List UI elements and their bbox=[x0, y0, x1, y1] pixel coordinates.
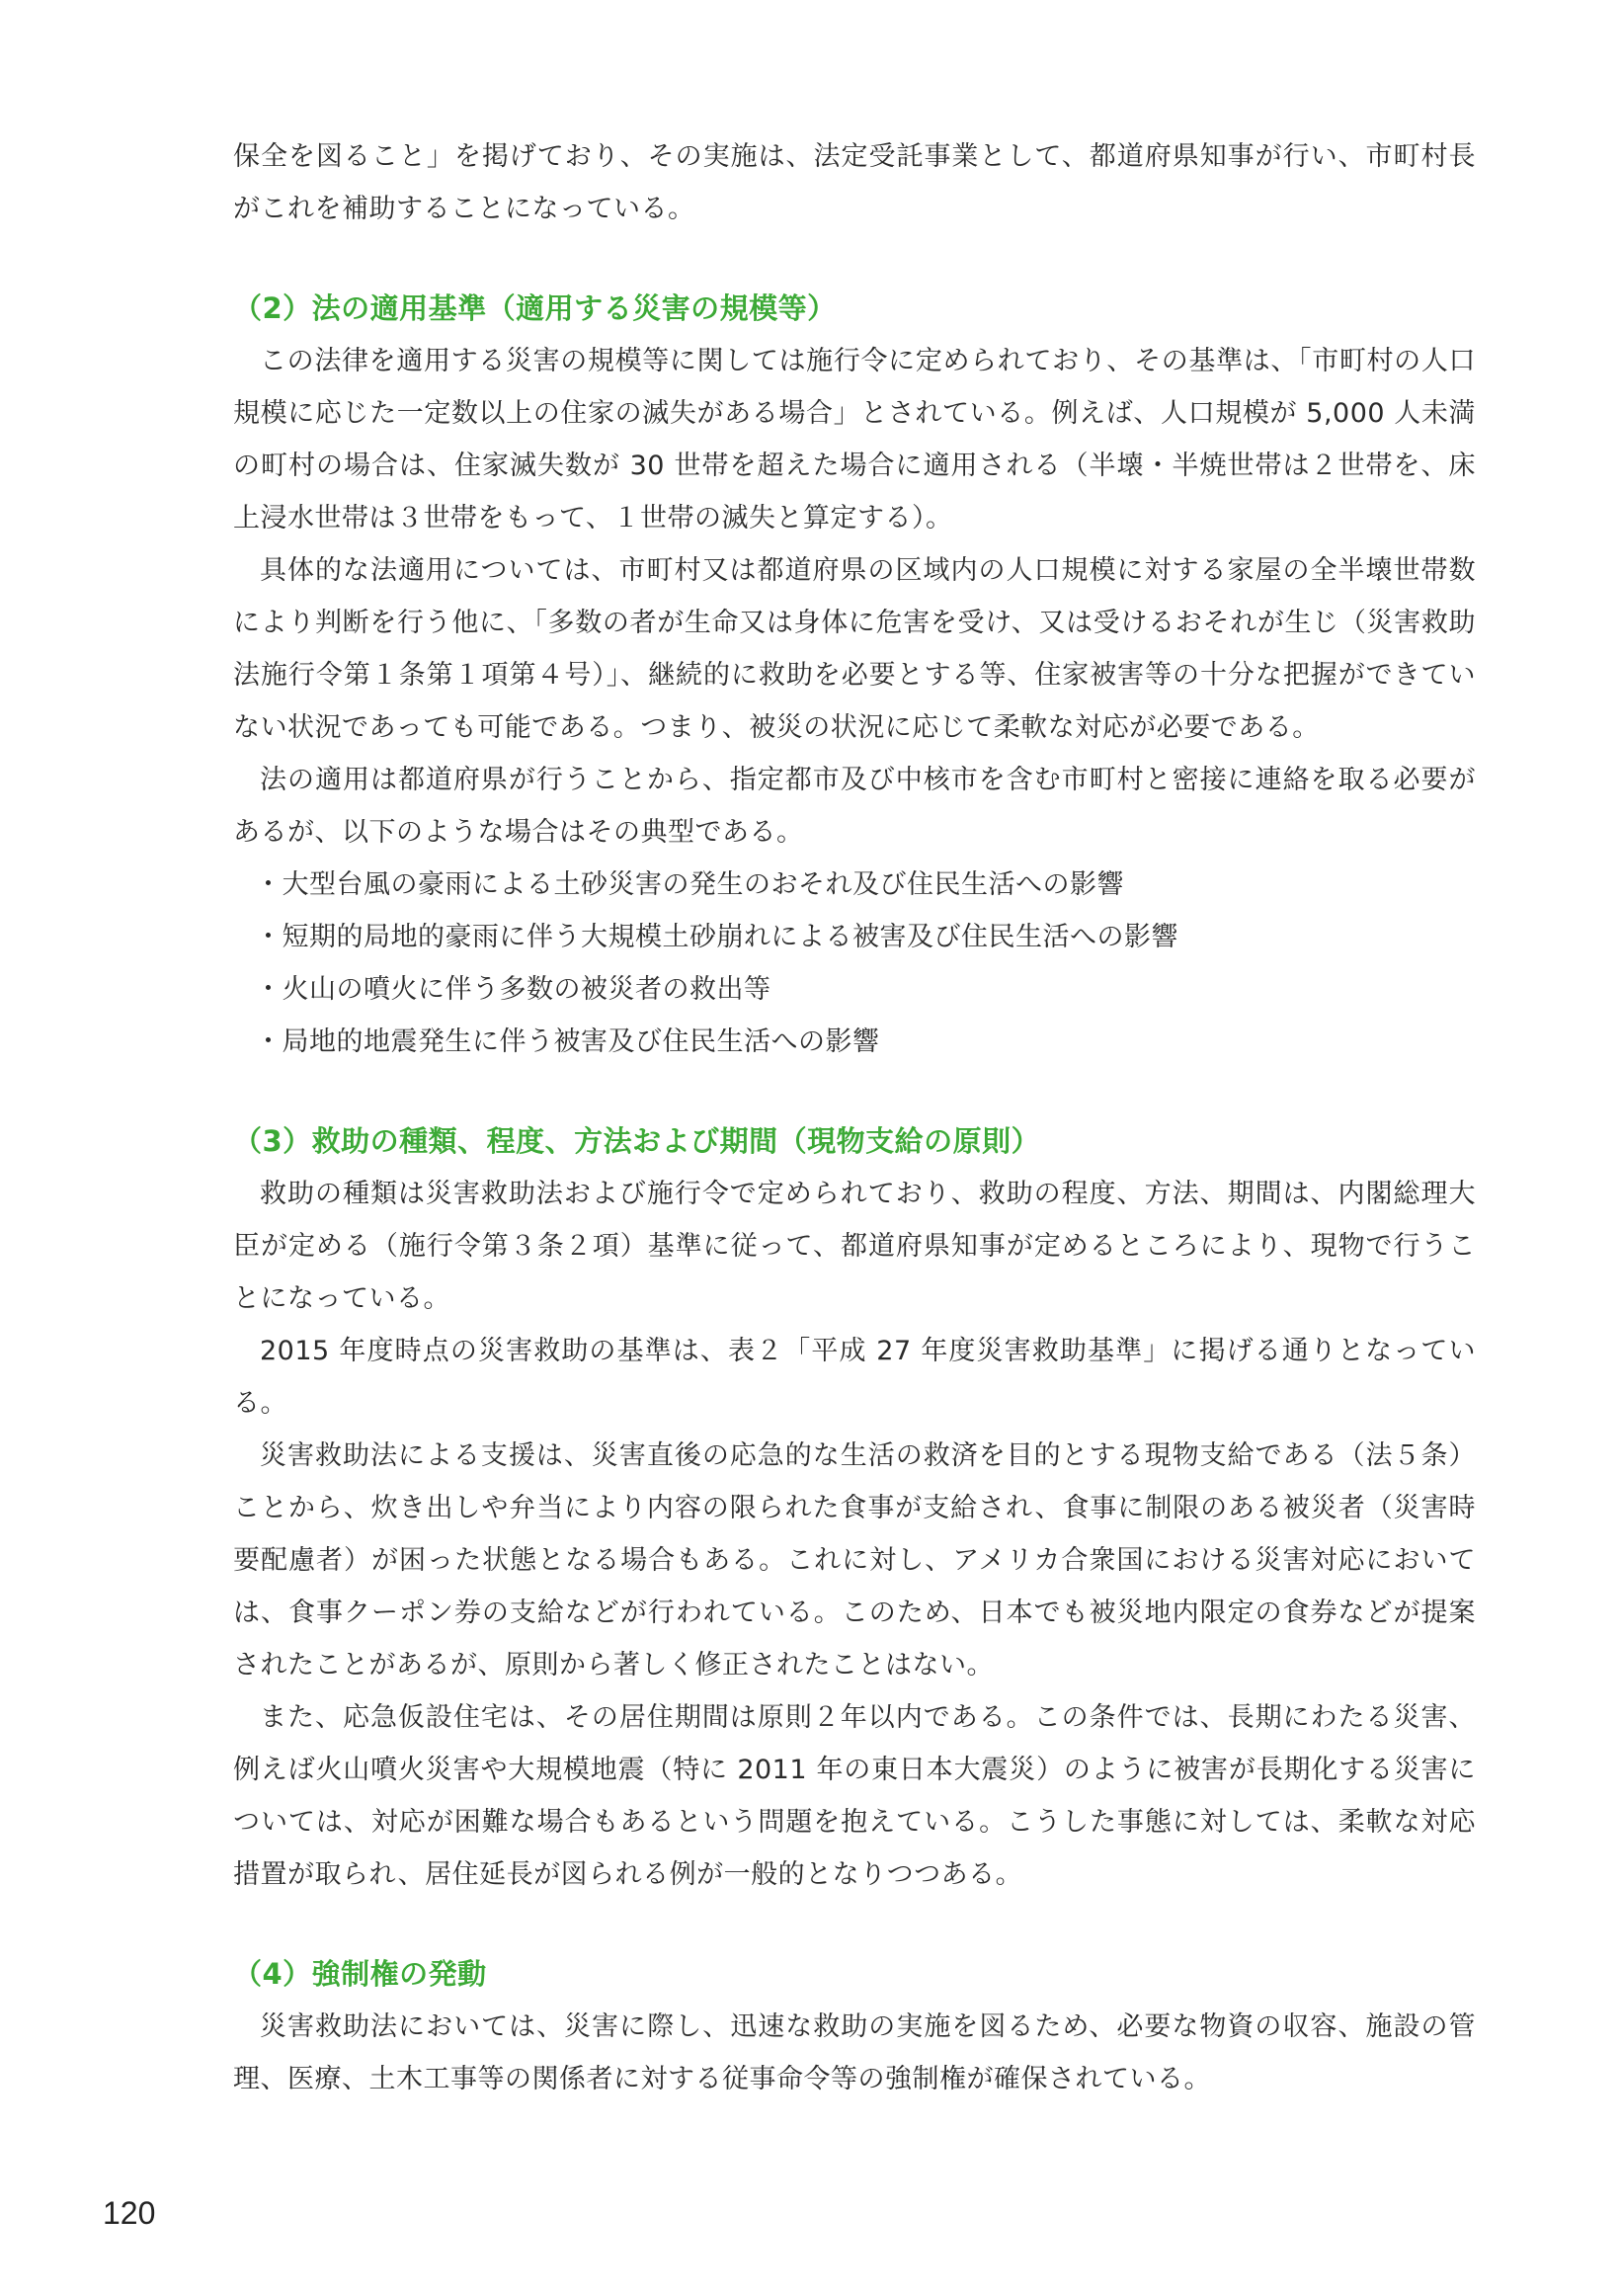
section-paragraph: 具体的な法適用については、市町村又は都道府県の区域内の人口規模に対する家屋の全半壊世帯数により判断を行う他に、「多数の者が生命又は身体に危害を受け、又は受けるおそれが生じ（災害救助法施行令第１条第１項第４号）」、継続的に救助を必要とする等、住家被害等の十分な把握ができていない状況であっても可能である。つまり、被災の状況に応じて柔軟な対応が必要である。 bbox=[233, 555, 1476, 743]
section-paragraph: また、応急仮設住宅は、その居住期間は原則２年以内である。この条件では、長期にわたる災害、例えば火山噴火災害や大規模地震（特に 2011 年の東日本大震災）のように被害が長期化する災害については、対応が困難な場合もあるという問題を抱えている。こうした事態に対しては、柔軟な対応措置が取られ、居住延長が図られる例が一般的となりつつある。 bbox=[233, 1702, 1476, 1890]
section-gap bbox=[233, 1068, 1476, 1115]
section-gap bbox=[233, 1901, 1476, 1948]
section-heading: （4）強制権の発動 bbox=[233, 1957, 487, 1991]
section-heading: （2）法の適用基準（適用する災害の規模等） bbox=[233, 291, 837, 325]
section-gap bbox=[233, 235, 1476, 283]
page-content bbox=[233, 130, 1476, 2105]
list-item: ・ 短期的局地的豪雨に伴う大規模土砂崩れによる被害及び住民生活への影響 bbox=[255, 911, 1476, 963]
section-paragraph: 災害救助法においては、災害に際し、迅速な救助の実施を図るため、必要な物資の収容、施設の管理、医療、土木工事等の関係者に対する従事命令等の強制権が確保されている。 bbox=[233, 2011, 1476, 2094]
section-3 bbox=[233, 1115, 1476, 1901]
section-paragraph: 災害救助法による支援は、災害直後の応急的な生活の救済を目的とする現物支給である（法５条）ことから、炊き出しや弁当により内容の限られた食事が支給され、食事に制限のある被災者（災害時要配慮者）が困った状態となる場合もある。これに対し、アメリカ合衆国における災害対応においては、食事クーポン券の支給などが行われている。このため、日本でも被災地内限定の食券などが提案されたことがあるが、原則から著しく修正されたことはない。 bbox=[233, 1440, 1476, 1681]
section-paragraph: 2015 年度時点の災害救助の基準は、表２「平成 27 年度災害救助基準」に掲げる通りとなっている。 bbox=[233, 1336, 1476, 1419]
intro-paragraph: 保全を図ること」を掲げており、その実施は、法定受託事業として、都道府県知事が行い、市町村長がこれを補助することになっている。 bbox=[233, 141, 1476, 224]
section-paragraph: この法律を適用する災害の規模等に関しては施行令に定められており、その基準は、「市町村の人口規模に応じた一定数以上の住家の滅失がある場合」とされている。例えば、人口規模が 5,000 人未満の町村の場合は、住家滅失数が 30 世帯を超えた場合に適用される（半壊・半焼世帯は２世帯を、床上浸水世帯は３世帯をもって、１世帯の滅失と算定する）。 bbox=[233, 346, 1476, 533]
section-paragraph: 法の適用は都道府県が行うことから、指定都市及び中核市を含む市町村と密接に連絡を取る必要があるが、以下のような場合はその典型である。 bbox=[233, 765, 1476, 848]
page-number: 120 bbox=[103, 2195, 156, 2231]
bullet-list bbox=[233, 859, 1476, 1068]
section-paragraph: 救助の種類は災害救助法および施行令で定められており、救助の程度、方法、期間は、内閣総理大臣が定める（施行令第３条２項）基準に従って、都道府県知事が定めるところにより、現物で行うことになっている。 bbox=[233, 1179, 1476, 1314]
section-2 bbox=[233, 283, 1476, 1068]
list-item: ・ 局地的地震発生に伴う被害及び住民生活への影響 bbox=[255, 1016, 1476, 1068]
list-item: ・ 火山の噴火に伴う多数の被災者の救出等 bbox=[255, 963, 1476, 1016]
section-4 bbox=[233, 1948, 1476, 2105]
list-item: ・ 大型台風の豪雨による土砂災害の発生のおそれ及び住民生活への影響 bbox=[255, 859, 1476, 911]
section-heading: （3）救助の種類、程度、方法および期間（現物支給の原則） bbox=[233, 1124, 1041, 1158]
